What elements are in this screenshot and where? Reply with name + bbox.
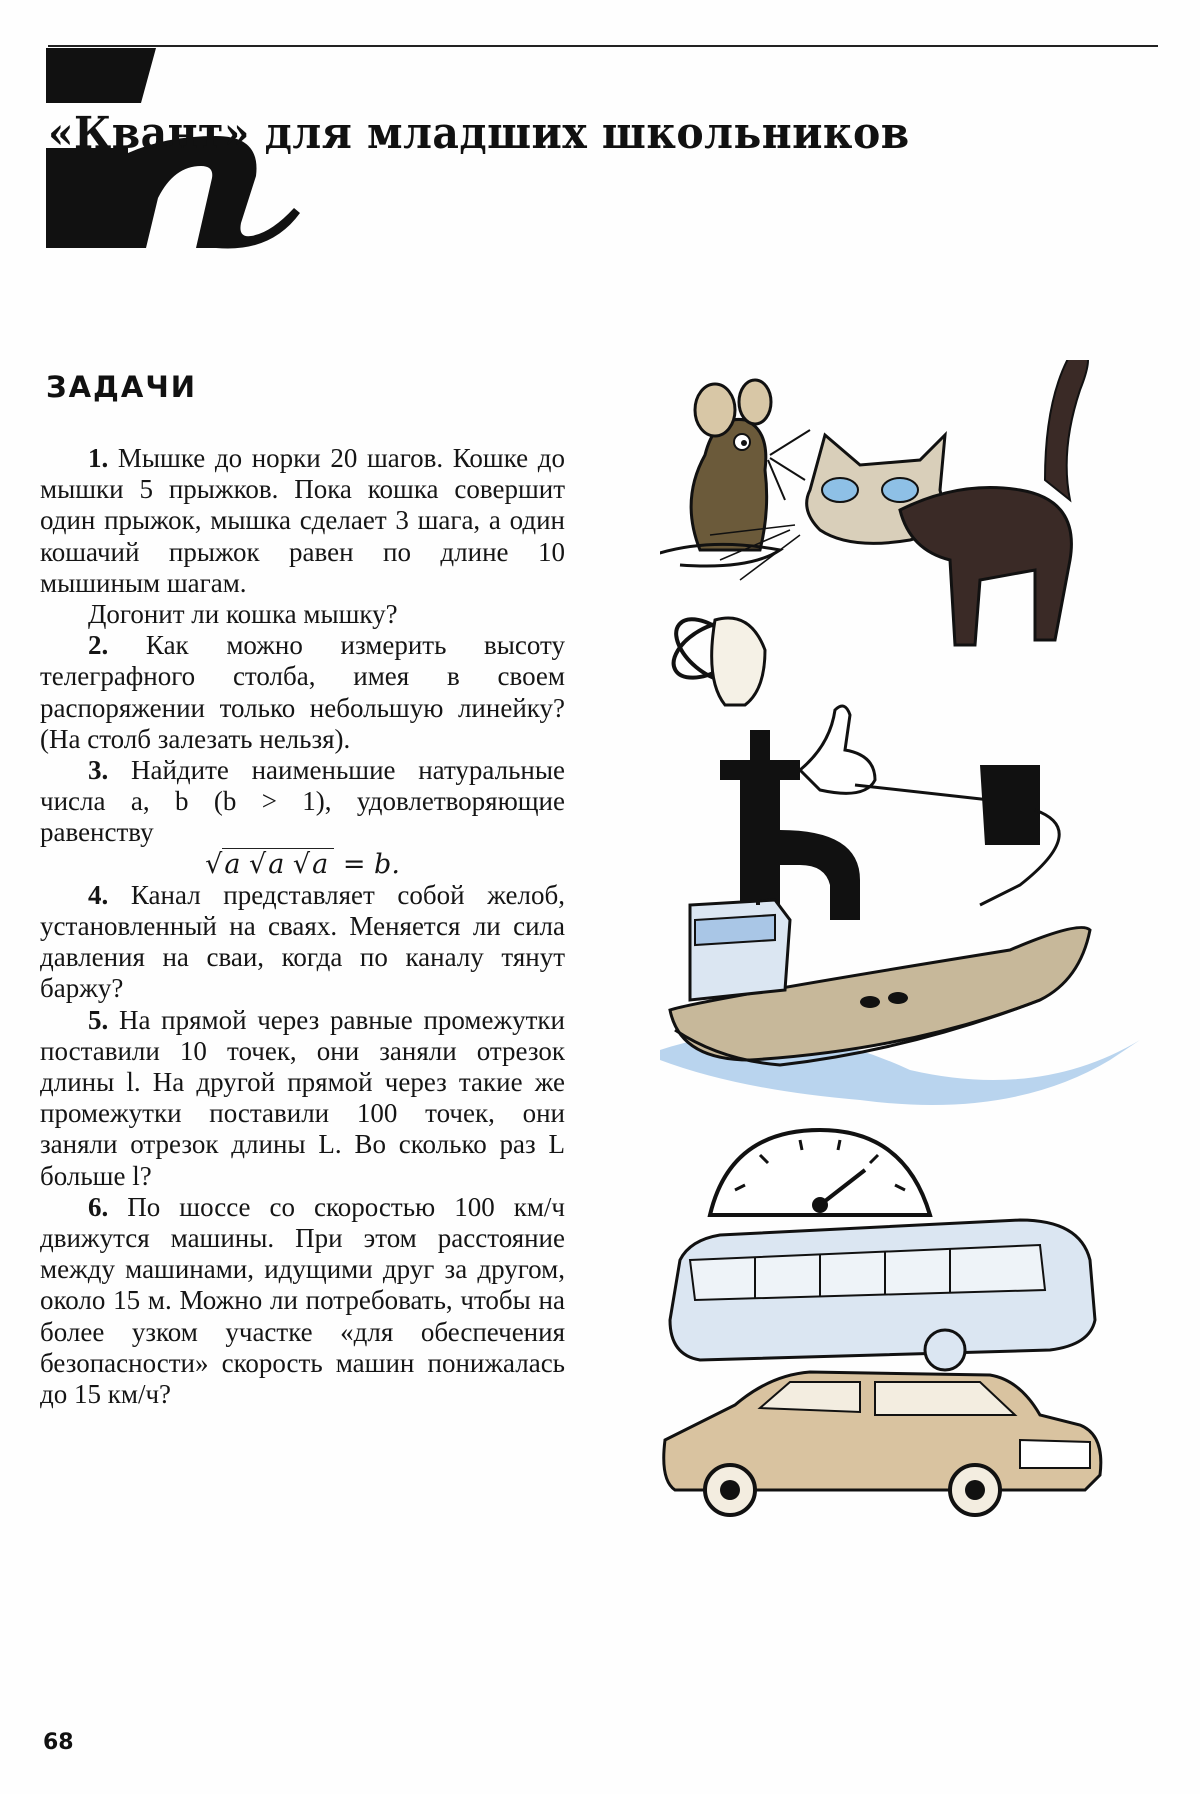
section-title: «Квант» для младших школьников <box>48 108 910 159</box>
problem-1 <box>40 443 565 599</box>
problem-number: 1. <box>88 443 109 473</box>
kvant-logo <box>46 48 346 288</box>
problem-5 <box>40 1005 565 1192</box>
problem-text: Канал представляет собой желоб, установленный на сваях. Меняется ли сила давления на сваи, когда по каналу тянут баржу? <box>40 879 565 1004</box>
formula-var: a <box>268 848 285 880</box>
formula-var: a <box>224 848 241 880</box>
problem-number: 4. <box>88 879 109 910</box>
problem-2 <box>40 630 565 755</box>
problem-text: Как можно измерить высоту телеграфного столба, имея в своем распоряжении только небольшую линейку? (На столб залезать нельзя). <box>40 630 565 754</box>
problem-1-question <box>40 599 565 630</box>
problem-text: Догонит ли кошка мышку? <box>88 599 398 630</box>
header-rule <box>48 45 1158 47</box>
illustrations <box>660 360 1160 1540</box>
boat-icon <box>660 855 1140 1105</box>
mouse-icon <box>660 380 810 566</box>
problem-text: Найдите наименьшие натуральные числа a, b (b > 1), удовлетворяющие равенству <box>40 755 565 848</box>
problem-6 <box>40 1192 565 1410</box>
problem-text: По шоссе со скоростью 100 км/ч движутся машины. При этом расстояние между машинами, идущими друг за другом, около 15 м. Можно ли потребовать, чтобы на более узком участке «для обеспечения безопасности» скорость машин понижалась до 15 км/ч? <box>40 1191 565 1410</box>
problem-number: 6. <box>88 1191 109 1222</box>
page-number: 68 <box>43 1730 74 1755</box>
kvant-mascot-icon <box>664 607 1059 920</box>
bus-icon <box>670 1220 1095 1370</box>
car-icon <box>664 1372 1101 1515</box>
formula-var: a <box>312 848 329 880</box>
problem-number: 5. <box>88 1004 109 1035</box>
problem-number: 3. <box>88 755 109 786</box>
problem-4 <box>40 880 565 1005</box>
speedometer-icon <box>710 1130 930 1215</box>
problems-heading: ЗАДАЧИ <box>46 370 198 404</box>
problem-text: На прямой через равные промежутки поставили 10 точек, они заняли отрезок длины l. На другой прямой через такие же промежутки поставили 100 точек, они заняли отрезок длины L. Во сколько раз L больше l? <box>40 1004 566 1191</box>
problem-number: 2. <box>88 630 109 661</box>
problem-text: Мышке до норки 20 шагов. Кошке до мышки 5 прыжков. Пока кошка совершит один прыжок, мышка сделает 3 шага, а один кошачий прыжок равен по длине 10 мышиным шагам. <box>40 443 566 598</box>
formula-rhs: = b. <box>342 848 400 880</box>
problems-text <box>40 443 565 1410</box>
formula: √a √a √a = b. <box>205 848 400 880</box>
problem-3 <box>40 755 565 849</box>
